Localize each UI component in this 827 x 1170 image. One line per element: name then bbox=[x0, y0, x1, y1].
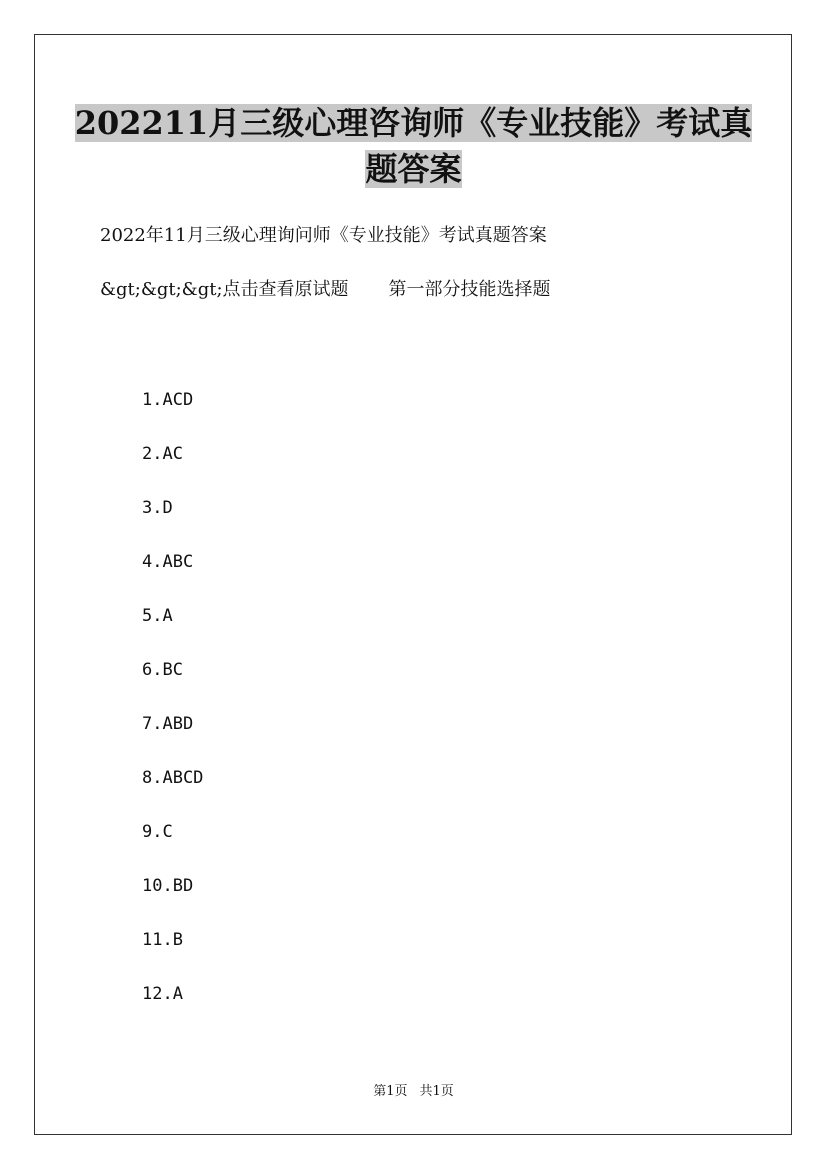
answer-item: 4.ABC bbox=[142, 552, 194, 572]
answer-item: 9.C bbox=[142, 822, 173, 842]
answer-item: 12.A bbox=[142, 984, 183, 1004]
page-total: 共1页 bbox=[419, 1084, 454, 1099]
answer-item: 8.ABCD bbox=[142, 768, 204, 788]
answer-item: 1.ACD bbox=[142, 390, 194, 410]
answer-item: 2.AC bbox=[142, 444, 183, 464]
answer-item: 5.A bbox=[142, 606, 173, 626]
title-line-1: 202211月三级心理咨询师《专业技能》考试真 bbox=[74, 104, 753, 142]
link-line bbox=[100, 278, 551, 302]
answer-item: 3.D bbox=[142, 498, 173, 518]
answer-item: 6.BC bbox=[142, 660, 183, 680]
document-subtitle: 2022年11月三级心理询问师《专业技能》考试真题答案 bbox=[100, 225, 547, 246]
answer-item: 10.BD bbox=[142, 876, 194, 896]
section-heading: 第一部分技能选择题 bbox=[388, 279, 551, 300]
answer-list bbox=[142, 388, 203, 1036]
view-original-link[interactable]: &gt;&gt;&gt;点击查看原试题 bbox=[100, 279, 349, 300]
document-title bbox=[60, 100, 767, 192]
page-number: 第1页 bbox=[373, 1084, 408, 1099]
page-footer bbox=[0, 1083, 827, 1101]
title-line-2: 题答案 bbox=[365, 150, 462, 188]
answer-item: 11.B bbox=[142, 930, 183, 950]
answer-item: 7.ABD bbox=[142, 714, 194, 734]
